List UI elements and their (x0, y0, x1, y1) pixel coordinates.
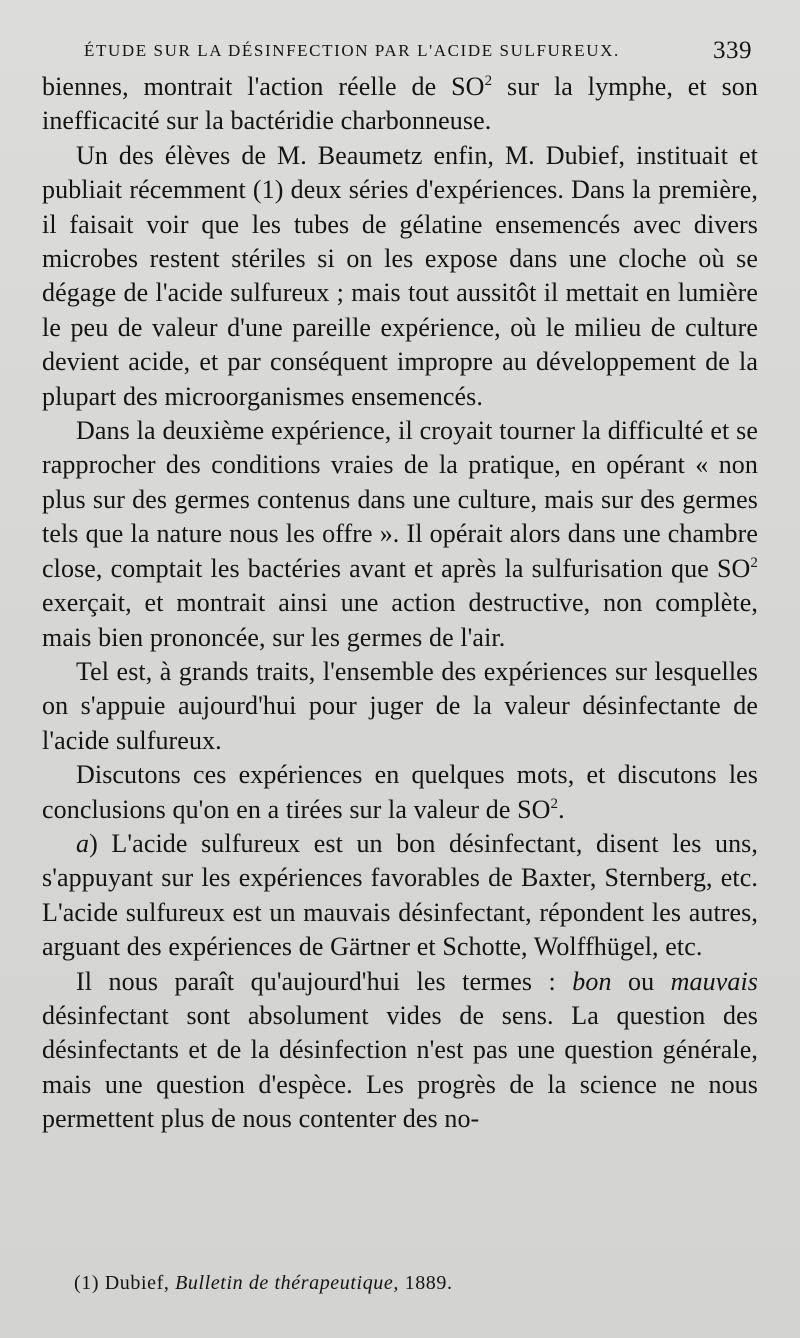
text-segment: biennes, montrait l'action réelle de SO (42, 72, 485, 101)
body-text (42, 70, 758, 1137)
paragraph-7 (42, 965, 758, 1137)
footnote-marker: (1) (74, 1272, 100, 1294)
text-segment: Il nous paraît qu'aujourd'hui les termes : (76, 966, 573, 996)
text-segment: Tel est, à grands traits, l'ensemble des expériences sur lesquelles on s'appuie aujourd'hui pour juger de la valeur désinfectante de l'acide sulfureux. (42, 656, 758, 755)
text-segment: . (558, 794, 565, 824)
text-segment: Dans la deuxième expérience, il croyait tourner la difficulté et se rapprocher des conditions vraies de la pratique, en opérant « non plus sur des germes contenus dans une culture, mais sur des germes tels que la nature nous les offre ». Il opérait alors dans une chambre close, comptait les bactéries avant et après la sulfurisation que SO (42, 416, 758, 583)
italic-text: a (76, 828, 90, 858)
text-segment: désinfectant sont absolument vides de sens. La question des désinfectants et de la désinfection n'est pas une question générale, mais une question d'espèce. Les progrès de la science ne nous permettent plus de nous contenter des no- (42, 1000, 758, 1134)
text-segment: Discutons ces expériences en quelques mots, et discutons les conclusions qu'on en a tirées sur la valeur de SO (42, 760, 758, 824)
text-segment: ) L'acide sulfureux est un bon désinfectant, disent les uns, s'appuyant sur les expériences favorables de Baxter, Sternberg, etc. L'acide sulfureux est un mauvais désinfectant, répondent les autres, arguant des expériences de Gärtner et Schotte, Wolffhügel, etc. (42, 828, 758, 962)
text-segment: ou (611, 966, 671, 996)
paragraph-4 (42, 655, 758, 758)
text-segment: Un des élèves de M. Beaumetz enfin, M. Dubief, instituait et publiait récemment (1) deux séries d'expériences. Dans la première, il faisait voir que les tubes de gélatine ensemencés avec divers microbes restent stériles si on les expose dans une cloche où se dégage de l'acide sulfureux ; mais tout aussitôt il mettait en lumière le peu de valeur d'une pareille expérience, où le milieu de culture devient acide, et par conséquent impropre au développement de la plupart des microorganismes ensemencés. (42, 140, 758, 411)
paragraph-2 (42, 139, 758, 414)
page-header (84, 34, 752, 68)
running-title: ÉTUDE SUR LA DÉSINFECTION PAR L'ACIDE SULFUREUX. (84, 41, 620, 60)
paragraph-3 (42, 414, 758, 655)
paragraph-5 (42, 758, 758, 827)
paragraph-1 (42, 70, 758, 139)
footnote-author: Dubief, (104, 1272, 170, 1294)
paragraph-6 (42, 827, 758, 965)
text-segment: exerçait, et montrait ainsi une action destructive, non complète, mais bien prononcée, sur les germes de l'air. (42, 588, 758, 652)
italic-text: bon (572, 966, 612, 996)
page-number: 339 (713, 37, 752, 64)
superscript: 2 (550, 795, 559, 812)
italic-text: mauvais (670, 966, 758, 996)
superscript: 2 (750, 554, 758, 571)
footnote-journal: Bulletin de thérapeutique, (175, 1272, 399, 1294)
text-segment: sur la lymphe, et son inefficacité sur la bactéridie charbonneuse. (42, 72, 759, 136)
footnote-year: 1889. (404, 1272, 453, 1294)
superscript: 2 (484, 73, 493, 89)
footnote (74, 1272, 754, 1295)
